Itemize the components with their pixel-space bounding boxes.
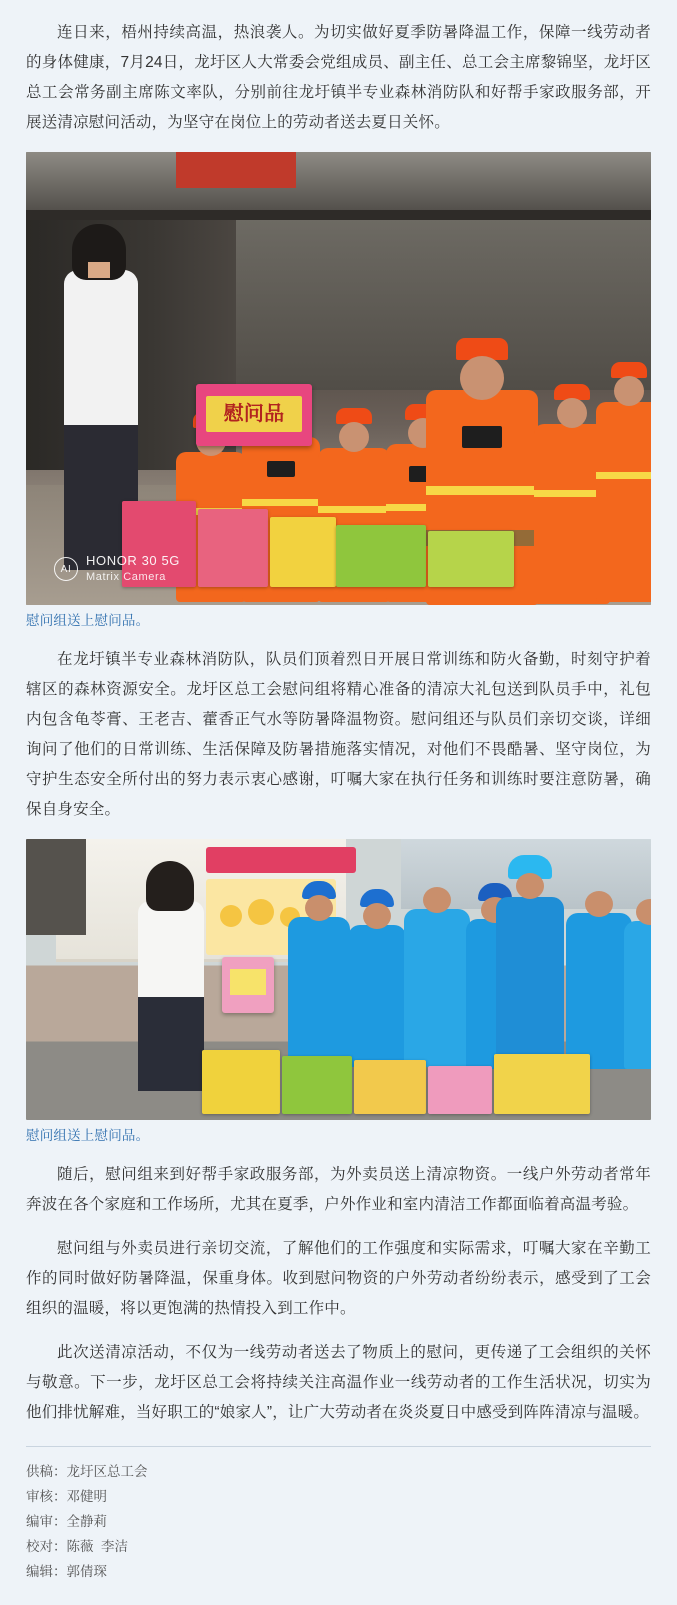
credit-line-editor: 编辑：郭倩琛 <box>26 1564 107 1579</box>
reflective-stripe <box>596 472 651 479</box>
gift-package <box>196 384 312 446</box>
paragraph-5: 此次送清凉活动，不仅为一线劳动者送去了物质上的慰问，更传递了工会组织的关怀与敬意。下一步，龙圩区总工会将持续关注高温作业一线劳动者的工作生活状况，切实为他们排忧解难，当好职工的“娘家人”，让广大劳动者在炎炎夏日中感受到阵阵清凉与温暖。 <box>26 1344 651 1421</box>
chest-badge <box>462 426 502 448</box>
gift-package <box>222 957 274 1013</box>
red-banner <box>176 152 296 188</box>
credit-line-reviewer: 审核：邓健明 <box>26 1489 107 1504</box>
union-staff-woman <box>138 901 204 1091</box>
roof-beam <box>26 210 651 220</box>
figure-2-caption: 慰问组送上慰问品。 <box>26 1128 150 1143</box>
watermark-subtitle: Matrix Camera <box>86 571 166 583</box>
paragraph-3: 随后，慰问组来到好帮手家政服务部，为外卖员送上清凉物资。一线户外劳动者常年奔波在各个家庭和工作场所，尤其在夏季，户外作业和室内清洁工作都面临着高温考验。 <box>26 1166 651 1213</box>
ai-badge-icon: AI <box>54 557 78 581</box>
face <box>557 398 587 428</box>
gift-label: 慰问品 <box>206 396 302 432</box>
watermark-title: HONOR 30 5G <box>86 553 181 568</box>
face <box>363 903 391 929</box>
warehouse-wall <box>236 220 651 390</box>
face <box>516 873 544 899</box>
supply-box <box>282 1056 352 1114</box>
shop-sign <box>206 847 356 873</box>
article-body <box>26 18 651 1428</box>
supply-box <box>198 509 268 587</box>
supply-box <box>202 1050 280 1114</box>
awning <box>26 839 86 935</box>
credit-line-chief-editor: 编审：全静莉 <box>26 1514 107 1529</box>
paragraph-1: 连日来，梧州持续高温，热浪袭人。为切实做好夏季防暑降温工作，保障一线劳动者的身体健康，7月24日，龙圩区人大常委会党组成员、副主任、总工会主席黎锦坚，龙圩区总工会常务副主席陈文率队，分别前往龙圩镇半专业森林消防队和好帮手家政服务部，开展送清凉慰问活动，为坚守在岗位上的劳动者送去夏日关怀。 <box>26 24 651 131</box>
credits-footer <box>26 1446 651 1584</box>
delivery-rider <box>624 921 651 1069</box>
face <box>339 422 369 452</box>
chest-badge <box>267 461 295 477</box>
reflective-stripe <box>426 486 538 495</box>
figure-1 <box>26 152 651 631</box>
firefighter <box>596 402 651 602</box>
face <box>636 899 651 925</box>
figure-1-caption: 慰问组送上慰问品。 <box>26 613 150 628</box>
neck <box>88 262 110 278</box>
face <box>460 356 504 400</box>
supply-box <box>270 517 336 587</box>
paragraph-4: 慰问组与外卖员进行亲切交流，了解他们的工作强度和实际需求，叮嘱大家在辛勤工作的同时做好防暑降温，保重身体。收到慰问物资的户外劳动者纷纷表示，感受到了工会组织的温暖，将以更饱满的热情投入到工作中。 <box>26 1240 651 1317</box>
camera-watermark <box>54 553 180 585</box>
credit-line-contributor: 供稿：龙圩区总工会 <box>26 1464 148 1479</box>
supply-box <box>428 1066 492 1114</box>
figure-2 <box>26 839 651 1146</box>
hair <box>146 861 194 911</box>
warehouse-roof <box>26 152 651 218</box>
supply-box <box>336 525 426 587</box>
gift-tag <box>230 969 266 995</box>
poster-dot <box>248 899 274 925</box>
face <box>585 891 613 917</box>
face <box>423 887 451 913</box>
paragraph-2: 在龙圩镇半专业森林消防队，队员们顶着烈日开展日常训练和防火备勤，时刻守护着辖区的森林资源安全。龙圩区总工会慰问组将精心准备的清凉大礼包送到队员手中，礼包内包含龟苓膏、王老吉、藿香正气水等防暑降温物资。慰问组还与队员们亲切交谈，详细询问了他们的日常训练、生活保障及防暑措施落实情况，对他们不畏酷暑、坚守岗位，为守护生态安全所付出的努力表示衷心感谢，叮嘱大家在执行任务和训练时要注意防暑，确保自身安全。 <box>26 651 651 818</box>
supply-box <box>428 531 514 587</box>
supply-boxes <box>202 1032 592 1114</box>
face <box>305 895 333 921</box>
supply-box <box>354 1060 426 1114</box>
credit-line-proofreader: 校对：陈薇 李洁 <box>26 1539 129 1554</box>
supply-box <box>494 1054 590 1114</box>
photo-delivery-riders <box>26 839 651 1120</box>
poster-dot <box>220 905 242 927</box>
face <box>614 376 644 406</box>
supply-boxes <box>122 495 542 587</box>
photo-forest-firefighters <box>26 152 651 605</box>
